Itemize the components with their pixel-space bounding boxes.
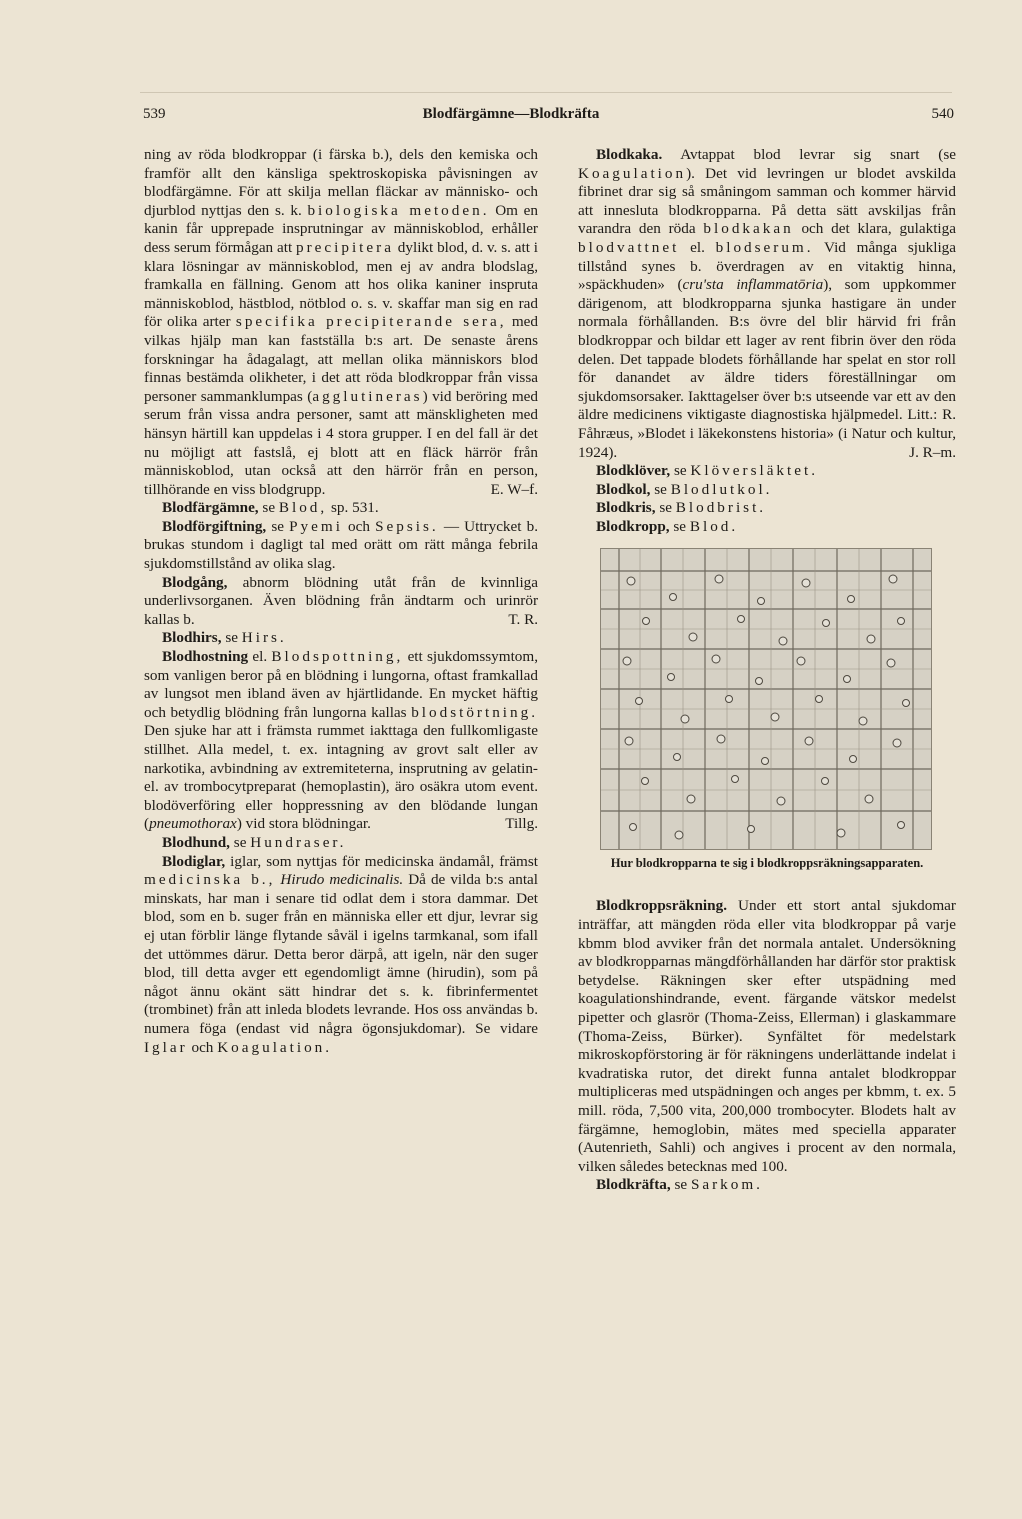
entry-blodkrafta: Blodkräfta, se Sarkom. <box>596 1176 763 1194</box>
cross-reference[interactable]: Blodbrist. <box>675 499 767 517</box>
headword: Blodhostning <box>162 648 249 666</box>
entry-blodiglar: Blodiglar, iglar, som nyttjas för medicinska ändamål, främst medicinska b., Hirudo medicinalis. Då de vilda b:s antal minskats, har man i senare tid odlat dem i stora dammar. Det blod, som en b. suger från en människa eller ett djur, levrar sig ej utan förblir länge flytande såväl i igelns tarmkanal, som ifall det uttömmes därur. Detta beror därpå, att igeln, när den suger blod, till detta avger ett egendomligt ämne (hirudin), som på något ännu okänt sätt hindrar det s. k. fibrinfermentet (trombinet) från att inleda blodets levrande. Hos oss användas b. numera föga (endast vid några ögonsjukdomar). Se vidare Iglar och Koagulation. <box>144 852 538 1056</box>
cross-reference[interactable]: Sarkom. <box>690 1176 763 1194</box>
cross-reference[interactable]: Blod. <box>689 517 739 535</box>
running-head: Blodfärgämne—Blodkräfta <box>422 106 600 122</box>
entry-continuation: ning av röda blodkroppar (i färska b.), dels den kemiska och framför allt den känsliga spektroskopiska påvisningen av blodfärgämne. För att skilja mellan fläckar av människo- och djurblod nyttjas den s. k. biologiska metoden. Om en kanin får upprepade insprutningar av människoblod, erhåller dess serum förmågan att precipitera dylikt blod, d. v. s. att i klara lösningar av människoblod, men ej av andra blodslag, framkalla en fällning. Genom att hos olika kaniner inspruta människoblod, hästblod, nötblod o. s. v. skaffar man sig en rad för olika arter specifika precipiterande sera, med vilkas hjälp man kan fastställa b:s art. De senaste årens forskningar ha ådagalagt, att mellan olika människors blod finnas bestämda olikheter, i det att röda blodkroppar från vissa personer sammanklumpas (agglutineras) vid beröring med serum från vissa andra personer, samt att mänskligheten med hänsyn härtill kan uppdelas i 4 stora grupper. I en del fall är det nu möjligt att fastslå, ej blott att en fläck härrör från människoblod, utan också att den härrör från en person, tillhörande en viss blodgrupp. E. W–f. <box>144 146 539 498</box>
headword: Blodklöver, <box>596 462 671 480</box>
headword: Blodkropp, <box>596 517 670 535</box>
author-signature: E. W–f. <box>490 480 538 498</box>
author-signature: Tillg. <box>505 815 538 833</box>
entry-blodkris: Blodkris, se Blodbrist. <box>596 499 767 517</box>
cross-reference[interactable]: Sepsis. <box>375 517 439 535</box>
headword: Blodgång, <box>162 573 228 591</box>
headword: Blodhirs, <box>162 629 222 647</box>
entry-blodkropp: Blodkropp, se Blod. <box>596 517 739 535</box>
author-signature: T. R. <box>508 610 538 628</box>
counting-grid-illustration <box>601 549 931 849</box>
cross-reference[interactable]: Hundraser. <box>250 833 347 851</box>
headword: Blodkris, <box>596 499 656 517</box>
headword: Blodiglar, <box>162 852 226 870</box>
author-signature: J. R–m. <box>909 443 956 461</box>
headword: Blodkaka. <box>596 146 663 163</box>
page-number-left: 539 <box>143 106 166 122</box>
headword: Blodfärgämne, <box>162 499 259 517</box>
cross-reference[interactable]: Hirs. <box>241 629 287 647</box>
counting-chamber-figure <box>600 548 932 850</box>
headword: Blodhund, <box>162 833 230 851</box>
headword: Blodkol, <box>596 480 651 498</box>
entry-blodklover: Blodklöver, se Klöversläktet. <box>596 462 819 480</box>
entry-blodhostning: Blodhostning el. Blodspottning, ett sjukdomssymtom, som vanligen beror på en blödning i lungorna, oftast framkallad av lungsot men ibland även av hjärtlidande. En mycket häftig och betydlig blödning från lungorna kallas blodstörtning. Den sjuke har att i främsta rummet iakttaga den fullkomligaste stillhet. Alla medel, t. ex. intagning av grovt salt eller av narkotika, avbindning av extremiteterna, insprutning av gelatin- el. av trombocytpreparat (hemoplastin), äro osäkra utom event. blodöverföring eller hoppressning av den blödande lungan (pneumothorax) vid stora blödningar. Tillg. <box>144 648 538 833</box>
entry-blodhund: Blodhund, se Hundraser. <box>162 833 347 851</box>
page-number-right: 540 <box>931 106 954 122</box>
figure-caption: Hur blodkropparna te sig i blodkroppsräkningsapparaten. <box>610 856 924 871</box>
cross-reference[interactable]: Blod, <box>278 499 328 517</box>
cross-reference[interactable]: Iglar <box>144 1038 188 1056</box>
entry-blodkroppsrakning: Blodkroppsräkning. Under ett stort antal sjukdomar inträffar, att mängden röda eller vita blodkroppar på varje kbmm blod avviker från det normala antalet. Undersökning av blodkropparnas mängdförhållanden har därför stor praktisk betydelse. Räkningen sker efter utspädning med koagulationshindrande, event. färgande vätskor medelst pipetter och glasrör (Thoma-Zeiss, Ellerman) i glaskammare (Thoma-Zeiss, Bürker). Synfältet för medelstark mikroskopförstoring är för räkningens underlättande indelat i kvadratiska rutor, det direkt funna antalet blodkroppar multipliceras med utspädningen och anges per kbmm, t. ex. 5 mill. röda, 7,500 vita, 200,000 trombocyter. Blodets halt av färgämne, hemoglobin, mätes med speciella apparater (Autenrieth, Sahli) och angives i procent av den normala, vilken således betecknas med 100. <box>578 897 956 1175</box>
entry-blodkaka: Blodkaka. Avtappat blod levrar sig snart (se Koagulation). Det vid levringen ur blodet avskilda fibrinet drar sig så småningom samman och kommer härvid att innesluta blodkropparna. På detta sätt avskiljas från varandra den röda blodkakan och det klara, gulaktiga blodvattnet el. blodserum. Vid många sjukliga tillstånd synes b. överdragen av en vitaktig hinna, »späckhuden» (cru'sta inflammatōria), som uppkommer därigenom, att blodkropparna sjunka hastigare än under normala förhållanden. B:s övre del blir härvid fri från blodkroppar och bildar ett lager av rent fibrin över den röda delen. Det tappade blodets förhållande har spelat en stor roll för danandet av äldre tiders föreställningar om sjukdomsorsaker. Iakttagelser över b:s utseende var ett av den äldre medicinens viktigaste diagnostiska hjälpmedel. Litt.: R. Fåhræus, »Blodet i läkekonstens historia» (i Natur och kultur, 1924). J. R–m. <box>578 146 956 461</box>
top-rule <box>140 92 952 93</box>
cross-reference[interactable]: Klöversläktet. <box>690 462 819 480</box>
entry-blodfargamne: Blodfärgämne, se Blod, sp. 531. <box>162 499 379 517</box>
entry-blodkol: Blodkol, se Blodlutkol. <box>596 480 773 498</box>
entry-blodhirs: Blodhirs, se Hirs. <box>162 629 287 647</box>
cross-reference[interactable]: Pyemi <box>289 517 343 535</box>
headword: Blodkroppsräkning. <box>596 897 727 915</box>
cross-reference[interactable]: Blodlutkol. <box>670 480 773 498</box>
headword: Blodkräfta, <box>596 1176 671 1194</box>
headword: Blodförgiftning, <box>162 517 267 535</box>
entry-blodforgiftning: Blodförgiftning, se Pyemi och Sepsis. — Uttrycket b. brukas stundom i dagligt tal med orätt om rätt många febrila sjukdomstillstånd av olika slag. <box>144 517 538 573</box>
cross-reference[interactable]: Koagulation. <box>217 1038 333 1056</box>
right-column <box>578 146 956 1195</box>
entry-blodgang: Blodgång, abnorm blödning utåt från de kvinnliga underlivsorganen. Även blödning från ändtarm och urinrör kallas b. T. R. <box>144 573 538 628</box>
left-column <box>144 146 538 1057</box>
